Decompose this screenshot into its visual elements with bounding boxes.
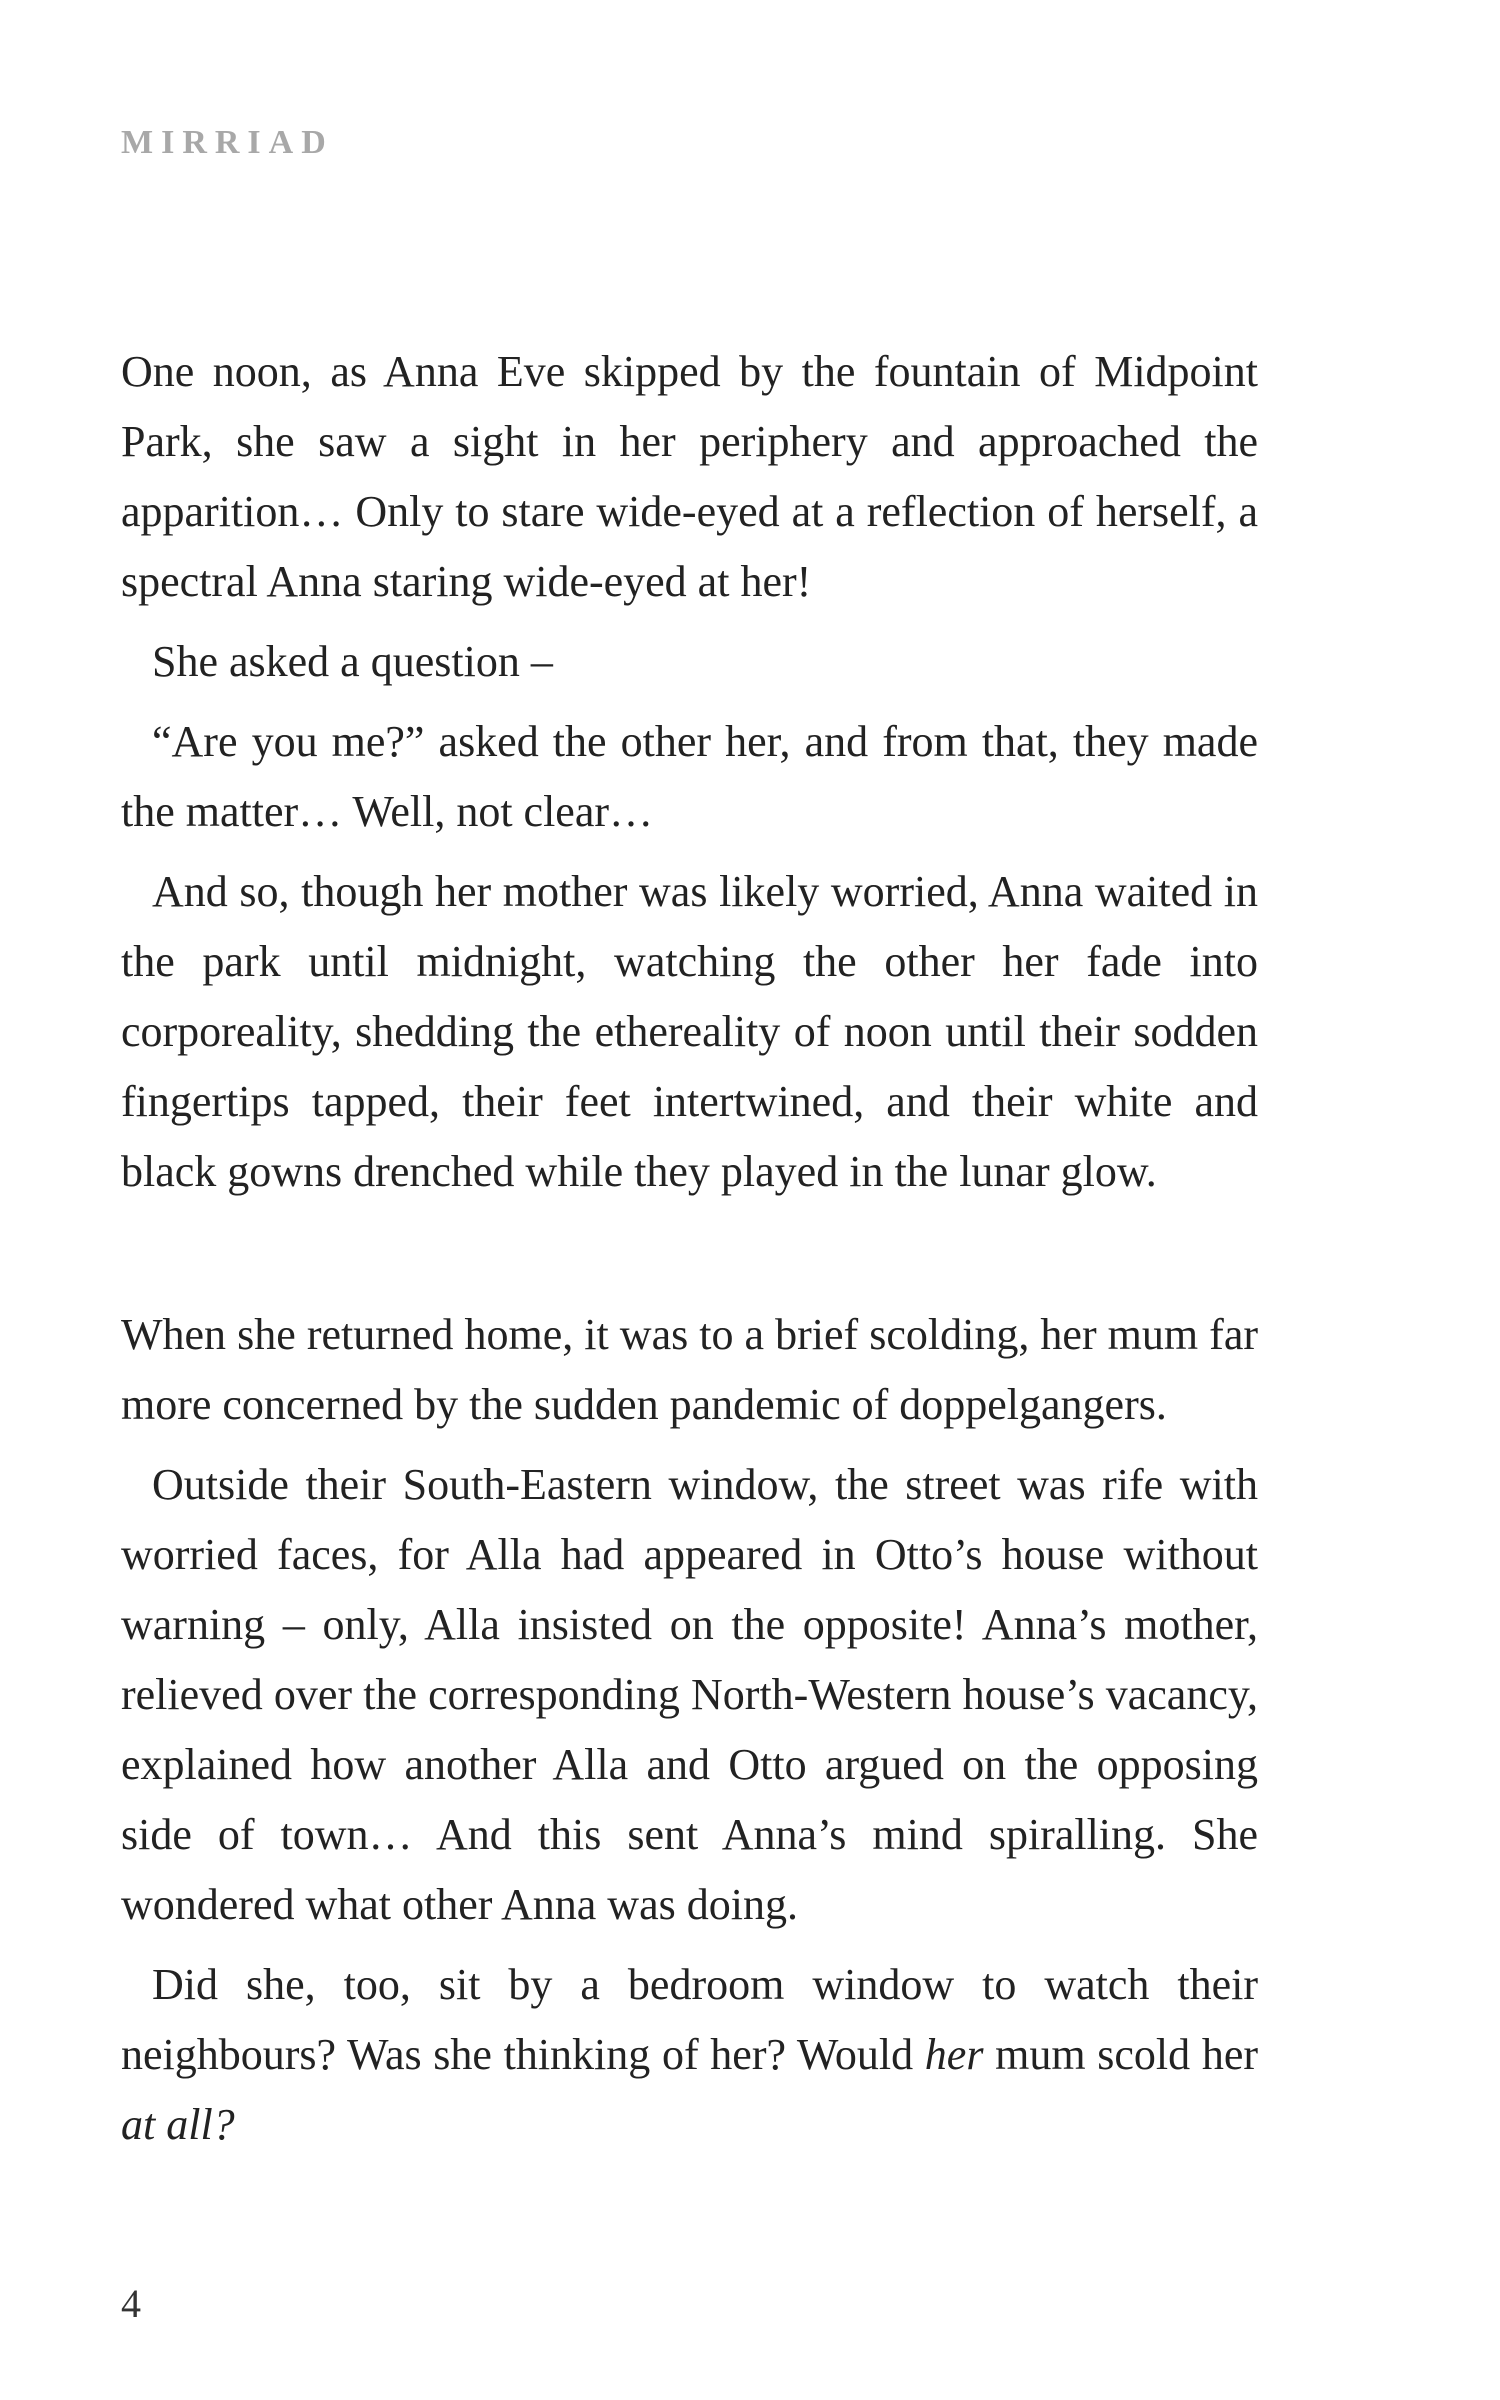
emphasis: at all? <box>121 2100 235 2149</box>
paragraph-mixed <box>121 1950 1258 2160</box>
paragraph: Outside their South-Eastern window, the street was rife with worried faces, for Alla had appeared in Otto’s house without warning – only, Alla insisted on the opposite! Anna’s mother, relieved over the corresponding North-Western house’s vacancy, explained how another Alla and Otto argued on the opposing side of town… And this sent Anna’s mind spiralling. She wondered what other Anna was doing. <box>121 1460 1258 1929</box>
text-run: Did she, too, sit by a bedroom window to watch their neighbours? Was she thinking of her? Would <box>121 1960 1258 2079</box>
emphasis: her <box>924 2030 984 2079</box>
page-number: 4 <box>121 2281 141 2326</box>
text-section-1 <box>121 337 1258 1207</box>
paragraph: “Are you me?” asked the other her, and from that, they made the matter… Well, not clear… <box>121 717 1258 836</box>
text-section-2 <box>121 1300 1258 2160</box>
running-head: MIRRIAD <box>121 124 334 161</box>
paragraph: And so, though her mother was likely worried, Anna waited in the park until midnight, watching the other her fade into corporeality, shedding the ethereality of noon until their sodden fingertips tapped, their feet intertwined, and their white and black gowns drenched while they played in the lunar glow. <box>121 867 1258 1196</box>
paragraph: When she returned home, it was to a brief scolding, her mum far more concerned by the sudden pandemic of doppelgangers. <box>121 1310 1258 1429</box>
paragraph: She asked a question – <box>152 637 553 686</box>
text-run: mum scold her <box>983 2030 1258 2079</box>
paragraph: One noon, as Anna Eve skipped by the fountain of Midpoint Park, she saw a sight in her periphery and approached the apparition… Only to stare wide-eyed at a reflection of herself, a spectral Anna staring wide-eyed at her! <box>121 347 1258 606</box>
